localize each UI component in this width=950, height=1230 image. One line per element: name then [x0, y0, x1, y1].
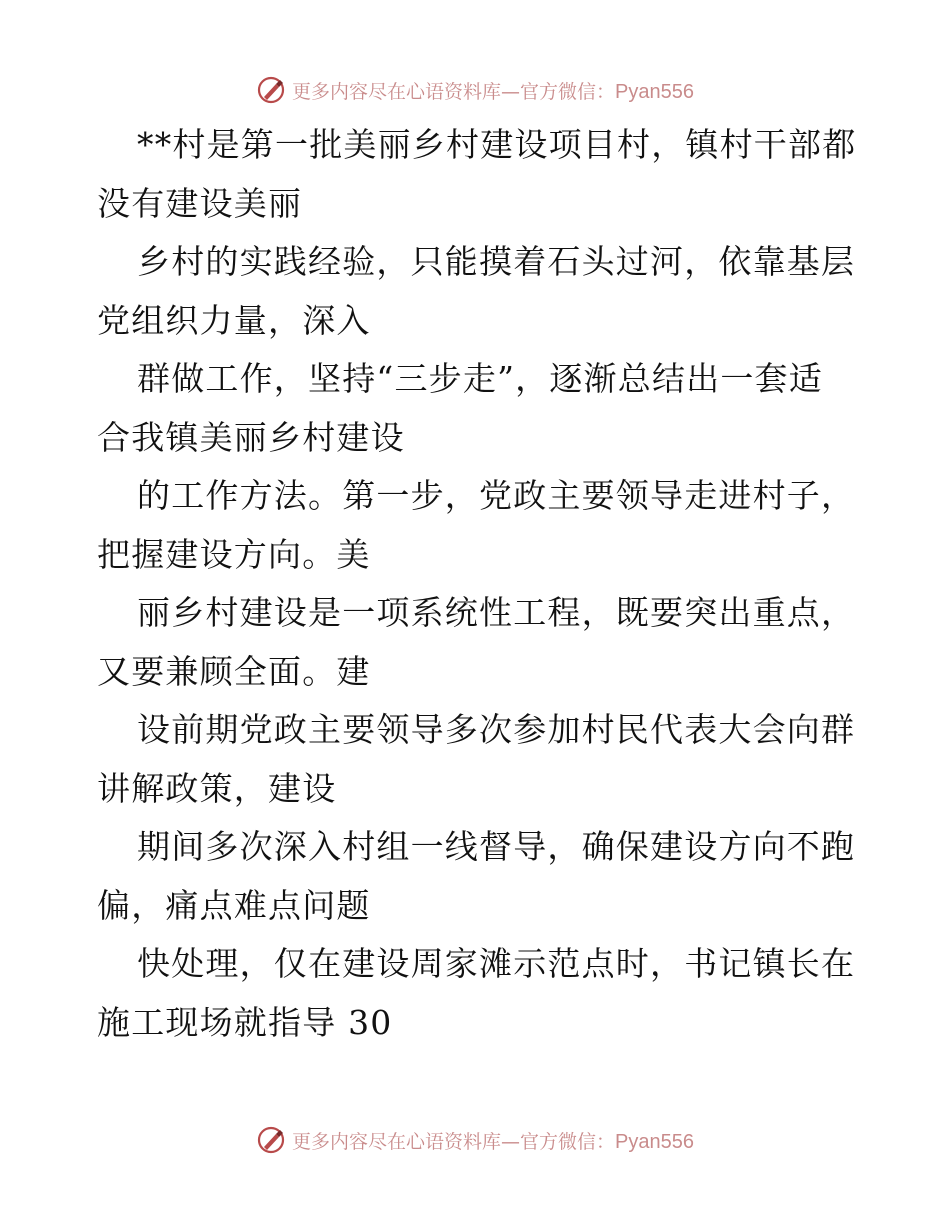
- text-line: 讲解政策，建设: [97, 768, 337, 808]
- watermark-handle: Pyan556: [615, 1130, 694, 1153]
- watermark-text: [292, 1127, 694, 1154]
- text-line: 快处理，仅在建设周家滩示范点时，书记镇长在: [137, 944, 856, 983]
- text-line: 党组织力量，深入: [97, 300, 371, 340]
- watermark-text: [292, 77, 694, 104]
- header-watermark: [0, 70, 950, 110]
- text-line: **村是第一批美丽乡村建设项目村，镇村干部都: [137, 125, 857, 164]
- text-line: 丽乡村建设是一项系统性工程，既要突出重点，: [137, 593, 856, 632]
- pen-logo-icon: [256, 1125, 286, 1155]
- pen-logo-icon: [256, 75, 286, 105]
- watermark-label: 更多内容尽在心语资料库—官方微信：: [292, 1130, 616, 1153]
- text-line: 乡村的实践经验，只能摸着石头过河，依靠基层: [137, 242, 856, 281]
- text-line: 施工现场就指导 30: [97, 1002, 393, 1042]
- document-body: [97, 116, 857, 1052]
- text-line: 群做工作，坚持“三步走”，逐渐总结出一套适: [137, 359, 823, 398]
- text-line: 偏，痛点难点问题: [97, 885, 371, 925]
- watermark-label: 更多内容尽在心语资料库—官方微信：: [292, 80, 616, 103]
- watermark-handle: Pyan556: [615, 80, 694, 103]
- text-line: 没有建设美丽: [97, 183, 303, 223]
- text-line: 设前期党政主要领导多次参加村民代表大会向群: [137, 710, 856, 749]
- text-line: 又要兼顾全面。建: [97, 651, 371, 691]
- text-line: 的工作方法。第一步，党政主要领导走进村子，: [137, 476, 856, 515]
- footer-watermark: [0, 1120, 950, 1160]
- text-line: 合我镇美丽乡村建设: [97, 417, 405, 457]
- text-line: 期间多次深入村组一线督导，确保建设方向不跑: [137, 827, 856, 866]
- text-line: 把握建设方向。美: [97, 534, 371, 574]
